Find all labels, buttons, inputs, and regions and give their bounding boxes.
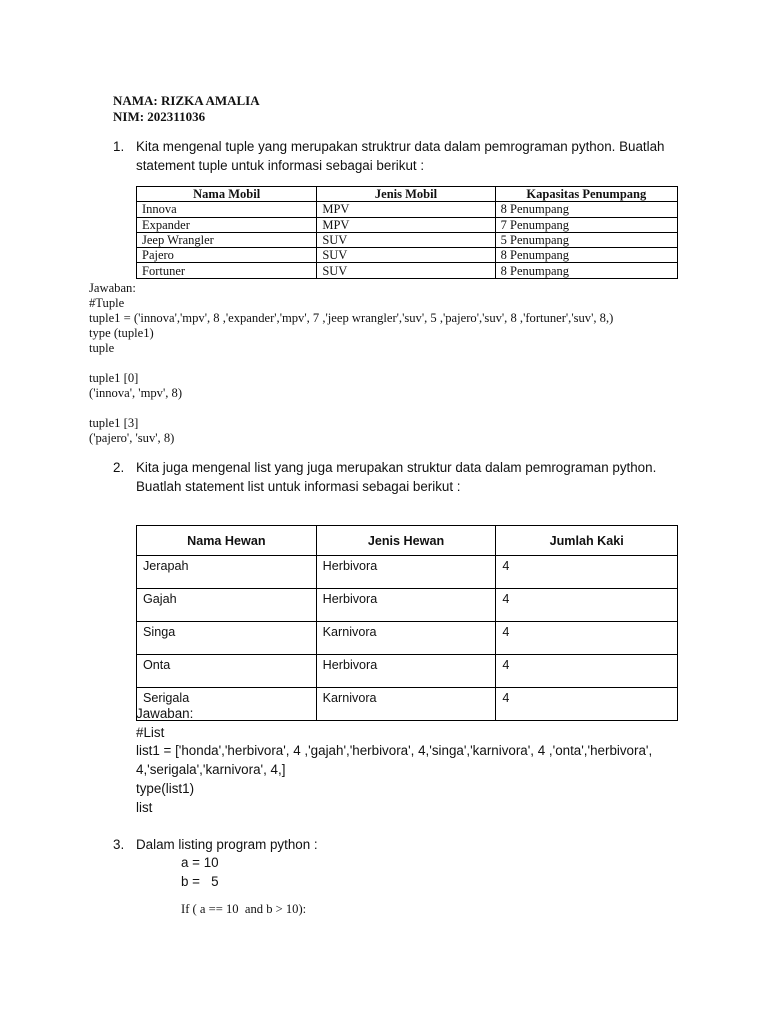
answer-line: tuple <box>89 341 115 355</box>
table-header-row <box>137 187 678 202</box>
table-cell: 4 <box>496 655 678 688</box>
question-3-number: 3. <box>113 837 125 852</box>
column-header: Jenis Mobil <box>317 187 495 202</box>
table-row <box>137 655 678 688</box>
answer-line: tuple1 = ('innova','mpv', 8 ,'expander','mpv', 7 ,'jeep wrangler','suv', 5 ,'pajero','suv', 8 ,'fortuner','suv', 8,) <box>89 311 614 325</box>
code-line: b = 5 <box>181 873 219 889</box>
table-row <box>137 232 678 247</box>
table-cell: Fortuner <box>137 263 317 278</box>
table-cell: 8 Penumpang <box>495 248 677 263</box>
table-cell: MPV <box>317 202 495 217</box>
answer-line: Jawaban: <box>89 281 136 295</box>
table-cell: Karnivora <box>316 622 496 655</box>
table-row <box>137 217 678 232</box>
question-2-number: 2. <box>113 460 125 475</box>
answer-line: list <box>136 799 153 815</box>
column-header: Nama Mobil <box>137 187 317 202</box>
table-cell: 7 Penumpang <box>495 217 677 232</box>
table-cell: Herbivora <box>316 655 496 688</box>
student-nim: NIM: 202311036 <box>113 109 206 124</box>
answer-line: ('pajero', 'suv', 8) <box>89 431 175 445</box>
table-cell: 4 <box>496 622 678 655</box>
column-header: Jenis Hewan <box>316 526 496 556</box>
table-cell: SUV <box>317 248 495 263</box>
answer-line: list1 = ['honda','herbivora', 4 ,'gajah','herbivora', 4,'singa','karnivora', 4 ,'onta','herbivora', <box>136 743 653 759</box>
column-header: Jumlah Kaki <box>496 526 678 556</box>
table-cell: Karnivora <box>316 688 496 721</box>
table-row <box>137 248 678 263</box>
table-cell: Onta <box>137 655 317 688</box>
answer-line: type (tuple1) <box>89 326 154 340</box>
table-cell: Jerapah <box>137 556 317 589</box>
question-3-code <box>181 854 219 891</box>
answer-line <box>89 356 613 371</box>
column-header: Nama Hewan <box>137 526 317 556</box>
table-cell: Gajah <box>137 589 317 622</box>
answer-line <box>89 401 613 416</box>
question-1-text: Kita mengenal tuple yang merupakan struktrur data dalam pemrograman python. Buatlah statement tuple untuk informasi sebagai berikut : <box>136 139 665 173</box>
question-2-text: Kita juga mengenal list yang juga merupakan struktur data dalam pemrograman python. Buatlah statement list untuk informasi sebagai berikut : <box>136 460 657 494</box>
answer-line: Jawaban: <box>136 706 194 721</box>
table-cell: 5 Penumpang <box>495 232 677 247</box>
answer-line: #List <box>136 724 165 740</box>
table-cell: Innova <box>137 202 317 217</box>
cars-table <box>136 186 678 279</box>
question-3-if-line: If ( a == 10 and b > 10): <box>181 902 307 916</box>
table-cell: MPV <box>317 217 495 232</box>
question-1-number: 1. <box>113 139 125 154</box>
table-row <box>137 202 678 217</box>
answer-line: type(list1) <box>136 780 195 796</box>
student-name: NAMA: RIZKA AMALIA <box>113 93 260 108</box>
table-cell: Pajero <box>137 248 317 263</box>
table-cell: Singa <box>137 622 317 655</box>
animals-table <box>136 525 678 721</box>
table-cell: SUV <box>317 263 495 278</box>
table-cell: Serigala <box>137 688 317 721</box>
table-row <box>137 622 678 655</box>
table-cell: Herbivora <box>316 556 496 589</box>
table-cell: Expander <box>137 217 317 232</box>
code-line: a = 10 <box>181 855 219 870</box>
answer-line: #Tuple <box>89 296 125 310</box>
answer-line: tuple1 [3] <box>89 416 139 430</box>
table-cell: Herbivora <box>316 589 496 622</box>
table-cell: SUV <box>317 232 495 247</box>
table-row <box>137 589 678 622</box>
table-cell: 8 Penumpang <box>495 202 677 217</box>
table-cell: 8 Penumpang <box>495 263 677 278</box>
table-cell: 4 <box>496 589 678 622</box>
answer-1 <box>89 281 613 446</box>
answer-2 <box>136 705 652 817</box>
table-cell: 4 <box>496 688 678 721</box>
question-3-text: Dalam listing program python : <box>136 837 318 852</box>
table-row <box>137 263 678 278</box>
answer-line: ('innova', 'mpv', 8) <box>89 386 183 400</box>
column-header: Kapasitas Penumpang <box>495 187 677 202</box>
answer-line: 4,'serigala','karnivora', 4,] <box>136 762 286 778</box>
table-row <box>137 556 678 589</box>
table-cell: Jeep Wrangler <box>137 232 317 247</box>
answer-line: tuple1 [0] <box>89 371 139 385</box>
table-header-row <box>137 526 678 556</box>
table-cell: 4 <box>496 556 678 589</box>
